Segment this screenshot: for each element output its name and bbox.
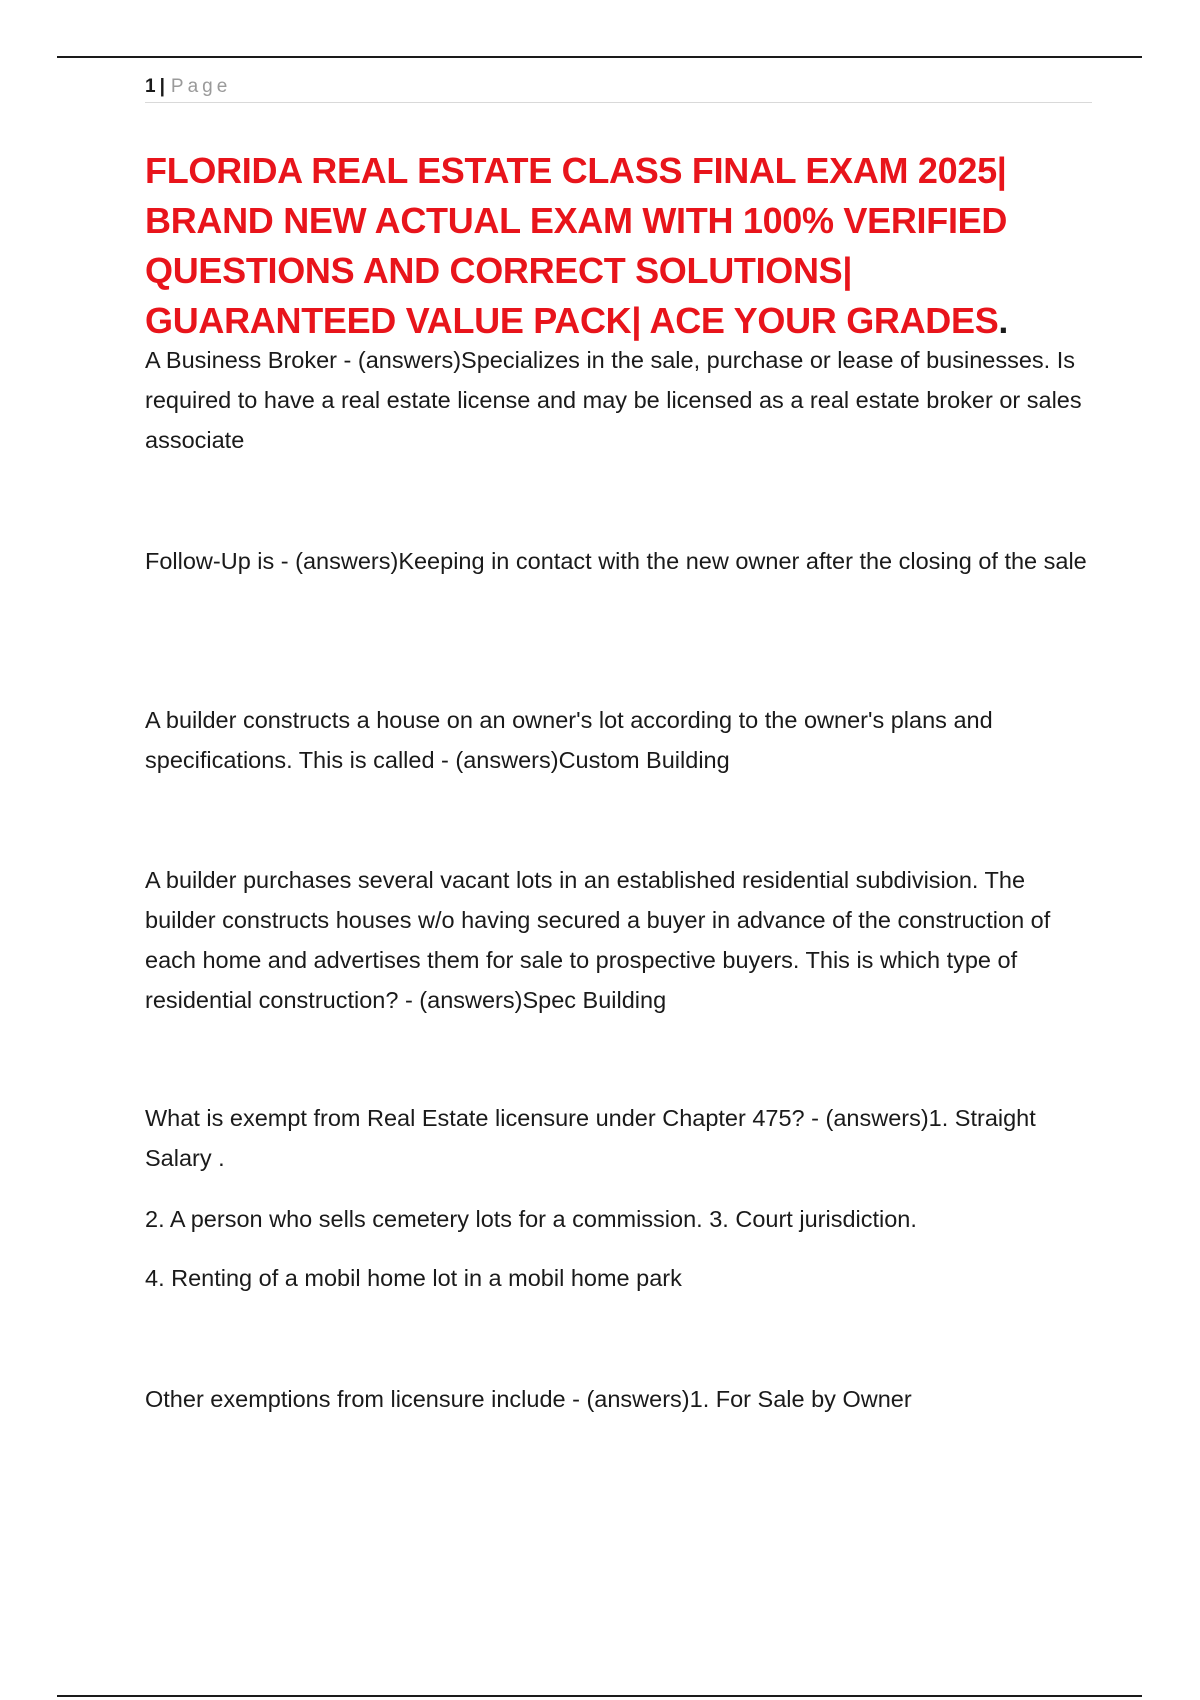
qa-entry: 2. A person who sells cemetery lots for a commission. 3. Court jurisdiction. — [145, 1206, 917, 1232]
document-title-end: . — [998, 300, 1009, 341]
qa-entry: A builder purchases several vacant lots in an established residential subdivision. The builder constructs houses w/o having secured a buyer in advance of the construction of each home and advertises them for sale to prospective buyers. This is which type of residential construction? - (answers)Spec Building — [145, 867, 1051, 1013]
top-rule — [57, 56, 1142, 58]
qa-entry: Follow-Up is - (answers)Keeping in contact with the new owner after the closing of the sale — [145, 548, 1087, 574]
page-header — [145, 74, 1092, 103]
page-number: 1 — [145, 76, 156, 97]
bottom-rule — [57, 1695, 1142, 1697]
qa-entry: 4. Renting of a mobil home lot in a mobil home park — [145, 1265, 682, 1291]
document-title — [145, 146, 1105, 346]
page-label: Page — [170, 76, 232, 97]
page-separator: | — [159, 76, 165, 97]
qa-entry: Other exemptions from licensure include - (answers)1. For Sale by Owner — [145, 1386, 912, 1412]
qa-entry: A Business Broker - (answers)Specializes in the sale, purchase or lease of businesses. Is required to have a real estate license and may be licensed as a real estate broker or sales associate — [145, 347, 1082, 453]
qa-entry: What is exempt from Real Estate licensure under Chapter 475? - (answers)1. Straight Salary . — [145, 1105, 1036, 1171]
document-title-text: FLORIDA REAL ESTATE CLASS FINAL EXAM 2025| BRAND NEW ACTUAL EXAM WITH 100% VERIFIED QUESTIONS AND CORRECT SOLUTIONS| GUARANTEED VALUE PACK| ACE YOUR GRADES — [145, 150, 1008, 341]
qa-entry: A builder constructs a house on an owner's lot according to the owner's plans and specifications. This is called - (answers)Custom Building — [145, 707, 993, 773]
